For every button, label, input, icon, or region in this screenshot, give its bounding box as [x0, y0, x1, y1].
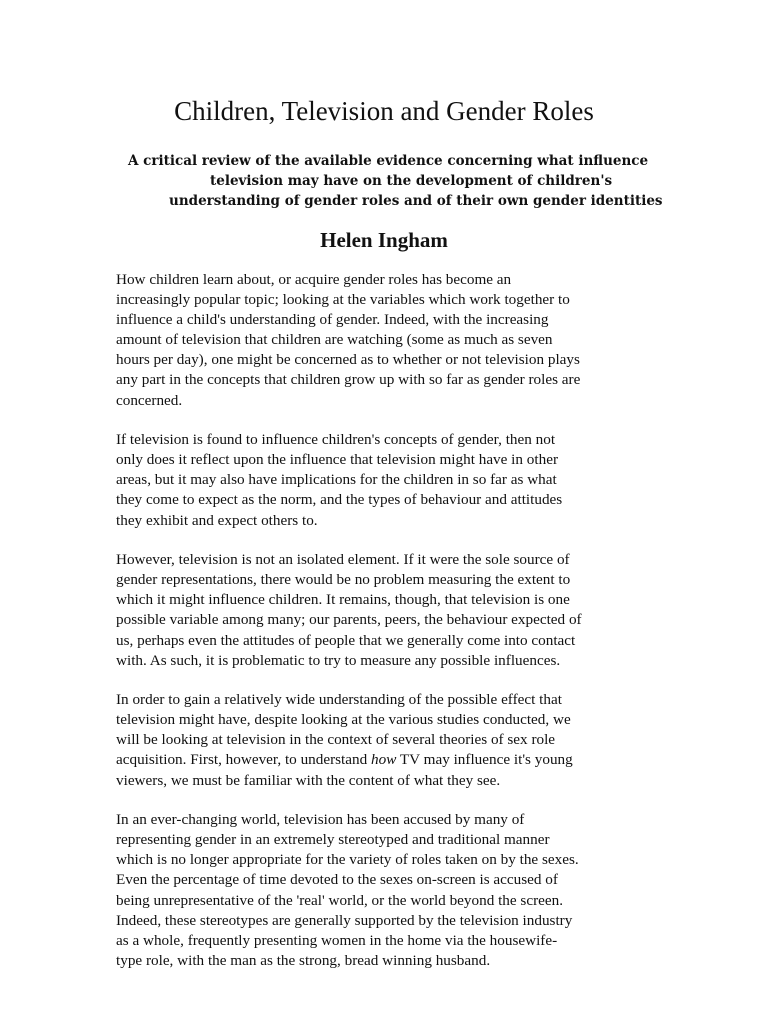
text-line: any part in the concepts that children grow up with so far as gender roles are: [116, 371, 581, 389]
text-line: In order to gain a relatively wide understanding of the possible effect that: [116, 691, 562, 709]
text-line: In an ever-changing world, television has been accused by many of: [116, 811, 525, 829]
text-line: increasingly popular topic; looking at the variables which work together to: [116, 291, 570, 309]
text-line: However, television is not an isolated element. If it were the sole source of: [116, 551, 570, 569]
body-text: [116, 270, 656, 990]
text-line: type role, with the man as the strong, bread winning husband.: [116, 951, 491, 969]
subtitle-line: understanding of gender roles and of their own gender identities: [169, 193, 663, 209]
text-line: gender representations, there would be no problem measuring the extent to: [116, 571, 571, 589]
paragraph-2: [116, 430, 656, 530]
paragraph-5: [116, 810, 656, 971]
text-line: areas, but it may also have implications for the children in so far as what: [116, 471, 557, 489]
subtitle-line: A critical review of the available evidence concerning what influence: [128, 153, 649, 169]
text-line: amount of television that children are watching (some as much as seven: [116, 331, 553, 349]
text-line-with-italic: [116, 750, 656, 770]
text-line: Indeed, these stereotypes are generally supported by the television industry: [116, 911, 573, 929]
text-line: If television is found to influence children's concepts of gender, then not: [116, 431, 556, 449]
text-line: which is no longer appropriate for the variety of roles taken on by the sexes.: [116, 851, 579, 869]
paragraph-1: [116, 270, 656, 411]
text-line: representing gender in an extremely stereotyped and traditional manner: [116, 831, 550, 849]
text-line: as a whole, frequently presenting women in the home via the housewife-: [116, 931, 558, 949]
paragraph-4: [116, 690, 656, 790]
text-line: being unrepresentative of the 'real' world, or the world beyond the screen.: [116, 891, 564, 909]
text-line: they come to expect as the norm, and the types of behaviour and attitudes: [116, 491, 563, 509]
text-line: television might have, despite looking at the various studies conducted, we: [116, 711, 571, 729]
text-line: they exhibit and expect others to.: [116, 511, 318, 529]
text-line: possible variable among many; our parents, peers, the behaviour expected of: [116, 611, 582, 629]
document-subtitle: [110, 151, 670, 211]
paragraph-3: [116, 550, 656, 671]
text-line: only does it reflect upon the influence that television might have in other: [116, 451, 559, 469]
text-line: will be looking at television in the context of several theories of sex role: [116, 731, 556, 749]
text-segment: acquisition. First, however, to understand: [116, 751, 368, 769]
text-line: How children learn about, or acquire gender roles has become an: [116, 271, 512, 288]
text-line: with. As such, it is problematic to try to measure any possible influences.: [116, 651, 561, 669]
author-name: Helen Ingham: [320, 228, 448, 252]
text-line: which it might influence children. It remains, though, that television is one: [116, 591, 570, 609]
text-line: concerned.: [116, 391, 183, 409]
text-line: us, perhaps even the attitudes of people that we generally come into contact: [116, 631, 576, 649]
document-title: Children, Television and Gender Roles: [174, 96, 594, 126]
subtitle-line: television may have on the development of children's: [210, 173, 613, 189]
text-line: influence a child's understanding of gender. Indeed, with the increasing: [116, 311, 549, 329]
text-line: Even the percentage of time devoted to the sexes on-screen is accused of: [116, 871, 558, 889]
text-line: viewers, we must be familiar with the content of what they see.: [116, 771, 501, 789]
text-line: hours per day), one might be concerned as to whether or not television plays: [116, 351, 580, 369]
text-segment: TV may influence it's young: [399, 751, 573, 769]
italic-word: how: [371, 751, 397, 769]
